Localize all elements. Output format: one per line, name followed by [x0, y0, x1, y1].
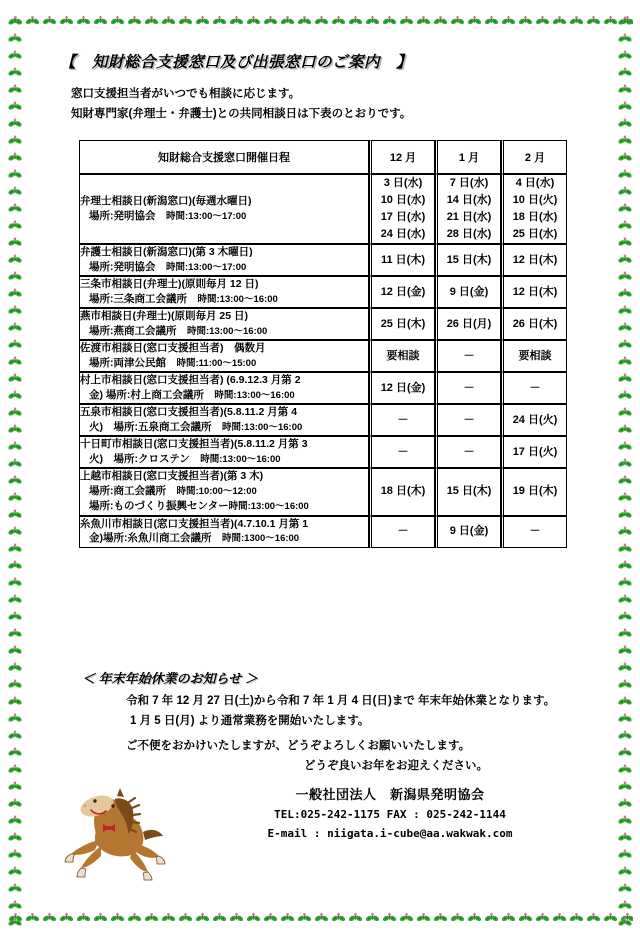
table-row	[79, 308, 567, 340]
table-row	[79, 340, 567, 372]
table-row	[79, 244, 567, 276]
date-entry: 7 日(水)	[449, 177, 489, 189]
date-entry: 25 日(水)	[512, 228, 558, 240]
row-description	[79, 516, 369, 548]
notice-line-4: どうぞ良いお年をお迎えください。	[304, 760, 488, 772]
row-description	[79, 244, 369, 276]
date-entry: 要相談	[386, 349, 420, 362]
notice-line-1: 令和 7 年 12 月 27 日(土)から令和 7 年 1 月 4 日(日)まで 年末年始休業となります。	[126, 695, 556, 707]
row-dates-february	[501, 308, 567, 340]
row-dates-january	[435, 276, 501, 308]
date-entry: 25 日(木)	[380, 317, 426, 330]
row-title: 上越市相談日(窓口支援担当者)(第 3 木)	[80, 470, 264, 482]
row-description	[79, 276, 369, 308]
date-entry: 17 日(水)	[380, 211, 426, 223]
date-entry: 24 日(水)	[380, 228, 426, 240]
row-description	[79, 174, 369, 244]
date-entry: 21 日(水)	[446, 211, 492, 223]
notice-heading: ＜ 年末年始休業のお知らせ ＞	[82, 671, 258, 686]
row-place-time-secondary: 場所:ものづくり振興センター時間:13:00～16:00	[89, 500, 309, 512]
row-dates-february	[501, 516, 567, 548]
row-description	[79, 404, 369, 436]
table-row	[79, 372, 567, 404]
date-entry: －	[463, 445, 475, 458]
date-entry: 26 日(木)	[512, 317, 558, 330]
row-dates-december	[369, 516, 435, 548]
date-entry: 24 日(火)	[512, 413, 558, 426]
date-entry: －	[529, 525, 541, 537]
row-place-time: 場所:発明協会 時間:13:00～17:00	[89, 260, 247, 273]
row-description	[79, 468, 369, 516]
row-dates-january	[435, 516, 501, 548]
row-dates-december	[369, 244, 435, 276]
row-description	[79, 372, 369, 404]
date-entry: 17 日(火)	[512, 445, 558, 458]
date-entry: 3 日(水)	[383, 177, 423, 189]
date-entry: 10 日(水)	[380, 194, 426, 206]
date-entry: －	[397, 445, 409, 458]
date-entry: 12 日(木)	[512, 285, 558, 298]
date-entry: －	[397, 525, 409, 537]
row-dates-december	[369, 174, 435, 244]
intro-line-2: 知財専門家(弁理士・弁護士)との共同相談日は下表のとおりです。	[71, 108, 412, 120]
row-dates-december	[369, 372, 435, 404]
date-entry: 19 日(木)	[512, 485, 558, 498]
row-title: 十日町市相談日(窓口支援担当者)(5.8.11.2 月第 3	[80, 438, 308, 450]
row-place-time: 金) 場所:村上商工会議所 時間:13:00～16:00	[89, 388, 295, 401]
date-entry: 28 日(水)	[446, 228, 492, 240]
date-entry: 9 日(金)	[449, 285, 489, 298]
year-end-notice	[82, 668, 582, 776]
row-description	[79, 436, 369, 468]
date-entry: －	[463, 381, 475, 394]
table-header-row	[79, 140, 567, 174]
horse-illustration-icon	[57, 784, 179, 888]
date-entry: 4 日(水)	[515, 177, 555, 189]
row-place-time: 場所:発明協会 時間:13:00～17:00	[89, 209, 247, 222]
row-place-time: 場所:三条商工会議所 時間:13:00～16:00	[89, 292, 278, 305]
table-row	[79, 174, 567, 244]
header-month-january: 1 月	[435, 140, 501, 174]
date-entry: 26 日(月)	[446, 317, 492, 330]
table-row	[79, 516, 567, 548]
date-entry: －	[463, 413, 475, 426]
row-dates-january	[435, 404, 501, 436]
organization-email: E-mail : niigata.i-cube@aa.wakwak.com	[267, 827, 513, 840]
row-title: 五泉市相談日(窓口支援担当者)(5.8.11.2 月第 4	[80, 406, 298, 418]
row-dates-february	[501, 340, 567, 372]
row-dates-december	[369, 340, 435, 372]
date-entry: 15 日(木)	[446, 253, 492, 266]
table-row	[79, 276, 567, 308]
row-dates-january	[435, 308, 501, 340]
row-place-time: 火) 場所:クロステン 時間:13:00～16:00	[89, 452, 281, 465]
row-place-time: 場所:燕商工会議所 時間:13:00～16:00	[89, 324, 268, 337]
intro-paragraph	[71, 85, 551, 123]
row-dates-february	[501, 276, 567, 308]
date-entry: 18 日(木)	[380, 485, 426, 498]
date-entry: 14 日(水)	[446, 194, 492, 206]
row-dates-february	[501, 372, 567, 404]
row-title: 三条市相談日(弁理士)(原則毎月 12 日)	[80, 278, 259, 290]
organization-tel-fax: TEL:025-242-1175 FAX : 025-242-1144	[274, 808, 506, 821]
notice-line-3: ご不便をおかけいたしますが、どうぞよろしくお願いいたします。	[126, 740, 471, 752]
date-entry: 18 日(水)	[512, 211, 558, 223]
row-title: 村上市相談日(窓口支援担当者) (6.9.12.3 月第 2	[80, 374, 301, 386]
row-description	[79, 340, 369, 372]
date-entry: 15 日(木)	[446, 485, 492, 498]
row-dates-january	[435, 436, 501, 468]
row-dates-february	[501, 404, 567, 436]
date-entry: 10 日(火)	[512, 194, 558, 206]
row-title: 糸魚川市相談日(窓口支援担当者)(4.7.10.1 月第 1	[80, 517, 309, 530]
row-dates-january	[435, 340, 501, 372]
date-entry: －	[529, 381, 541, 394]
row-dates-january	[435, 468, 501, 516]
date-entry: 9 日(金)	[449, 525, 489, 537]
date-entry: 11 日(木)	[380, 253, 425, 266]
row-title: 佐渡市相談日(窓口支援担当者) 偶数月	[80, 342, 266, 354]
row-place-time: 金)場所:糸魚川商工会議所 時間:1300～16:00	[89, 532, 300, 544]
date-entry: 要相談	[518, 349, 552, 362]
header-month-february: 2 月	[501, 140, 567, 174]
row-place-time: 場所:両津公民館 時間:11:00～15:00	[89, 356, 257, 369]
page-title: 【 知財総合支援窓口及び出張窓口のご案内 】	[60, 54, 413, 71]
row-dates-january	[435, 174, 501, 244]
date-entry: 12 日(木)	[512, 253, 558, 266]
notice-line-2: 1 月 5 日(月) より通常業務を開始いたします。	[130, 715, 370, 727]
row-place-time: 火) 場所:五泉商工会議所 時間:13:00～16:00	[89, 420, 303, 433]
date-entry: 12 日(金)	[380, 285, 426, 298]
row-dates-december	[369, 404, 435, 436]
row-dates-february	[501, 436, 567, 468]
row-dates-february	[501, 174, 567, 244]
date-entry: －	[463, 349, 475, 362]
table-row	[79, 404, 567, 436]
organization-name: 一般社団法人 新潟県発明協会	[295, 787, 485, 802]
row-dates-december	[369, 308, 435, 340]
row-title: 燕市相談日(弁理士)(原則毎月 25 日)	[80, 310, 248, 322]
organization-footer	[200, 784, 580, 840]
row-dates-december	[369, 468, 435, 516]
schedule-table-body	[79, 174, 567, 548]
row-dates-february	[501, 244, 567, 276]
row-dates-december	[369, 276, 435, 308]
table-row	[79, 468, 567, 516]
header-description: 知財総合支援窓口開催日程	[79, 140, 369, 174]
intro-line-1: 窓口支援担当者がいつでも相談に応じます。	[71, 88, 301, 100]
consultation-schedule-table	[79, 140, 567, 548]
row-dates-january	[435, 244, 501, 276]
table-row	[79, 436, 567, 468]
row-description	[79, 308, 369, 340]
date-entry: －	[397, 413, 409, 426]
header-month-december: 12 月	[369, 140, 435, 174]
date-entry: 12 日(金)	[380, 381, 426, 394]
row-dates-february	[501, 468, 567, 516]
row-title: 弁理士相談日(新潟窓口)(毎週水曜日)	[80, 195, 252, 207]
row-place-time: 場所:商工会議所 時間:10:00～12:00	[89, 484, 257, 497]
row-dates-december	[369, 436, 435, 468]
row-title: 弁護士相談日(新潟窓口)(第 3 木曜日)	[80, 246, 253, 258]
row-dates-january	[435, 372, 501, 404]
